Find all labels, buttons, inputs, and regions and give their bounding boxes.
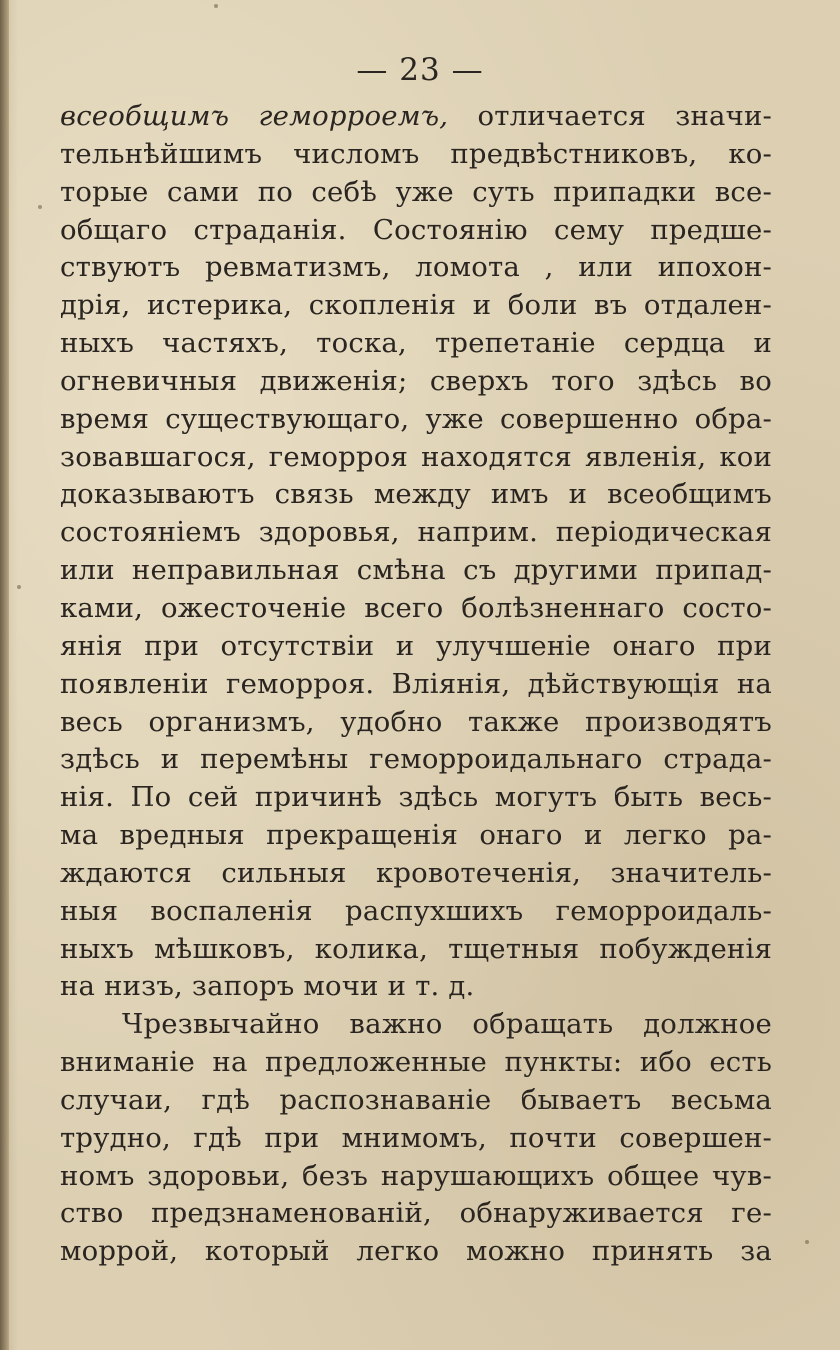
text-line: ныхъ частяхъ, тоска, трепетаніе сердца и [60, 327, 772, 360]
text-line: дрія, истерика, скопленія и боли въ отдален- [60, 289, 772, 322]
text-line: или неправильная смѣна съ другими припад- [60, 554, 772, 587]
page-number: — 23 — [356, 52, 484, 88]
line-text: отличается значи- [448, 100, 772, 132]
text-line: тельнѣйшимъ числомъ предвѣстниковъ, ко- [60, 137, 772, 170]
paper-speck [38, 205, 42, 209]
body-text [60, 98, 772, 1271]
text-line: торые сами по себѣ уже суть припадки все- [60, 175, 772, 208]
italic-term: всеобщимъ геморроемъ, [60, 100, 449, 132]
text-line: вниманіе на предложенные пункты: ибо есть [60, 1046, 772, 1079]
text-line: огневичныя движенія; сверхъ того здѣсь во [60, 364, 772, 397]
text-line: весь организмъ, удобно также производятъ [60, 705, 772, 738]
text-line: на низъ, запоръ мочи и т. д. [60, 970, 475, 1003]
text-line: ство предзнаменованій, обнаруживается ге- [60, 1197, 772, 1230]
text-line: состояніемъ здоровья, наприм. періодическая [60, 516, 772, 549]
text-line: номъ здоровьи, безъ нарушающихъ общее чув- [60, 1159, 772, 1192]
paper-speck [805, 1240, 809, 1244]
text-line: случаи, гдѣ распознаваніе бываетъ весьма [60, 1083, 772, 1116]
text-line: янія при отсутствіи и улучшеніе онаго при [60, 629, 772, 662]
text-line: ждаются сильныя кровотеченія, значитель- [60, 856, 772, 889]
text-line: ствуютъ ревматизмъ, ломота , или ипохон- [60, 251, 772, 284]
text-line: ныя воспаленія распухшихъ геморроидаль- [60, 894, 772, 927]
text-line: зовавшагося, геморроя находятся явленія, кои [60, 440, 772, 473]
text-line [60, 98, 772, 136]
text-line: ками, ожесточеніе всего болѣзненнаго состо- [60, 591, 772, 624]
text-line: время существующаго, уже совершенно обра- [60, 402, 772, 435]
text-line: моррой, который легко можно принять за [60, 1235, 772, 1268]
text-line: нія. По сей причинѣ здѣсь могутъ быть весь- [60, 781, 772, 814]
text-line: Чрезвычайно важно обращать должное [122, 1008, 772, 1041]
text-line: доказываютъ связь между имъ и всеобщимъ [60, 478, 772, 511]
page-edge [0, 0, 9, 1350]
text-line: общаго страданія. Состоянію сему предше- [60, 213, 772, 246]
text-line: здѣсь и перемѣны геморроидальнаго страда- [60, 743, 772, 776]
text-line: ма вредныя прекращенія онаго и легко ра- [60, 819, 772, 852]
paper-speck [17, 585, 21, 589]
text-line: трудно, гдѣ при мнимомъ, почти совершен- [60, 1121, 772, 1154]
text-line: появленіи геморроя. Вліянія, дѣйствующія на [60, 667, 772, 700]
paper-speck [214, 4, 218, 8]
text-line: ныхъ мѣшковъ, колика, тщетныя побужденія [60, 932, 772, 965]
